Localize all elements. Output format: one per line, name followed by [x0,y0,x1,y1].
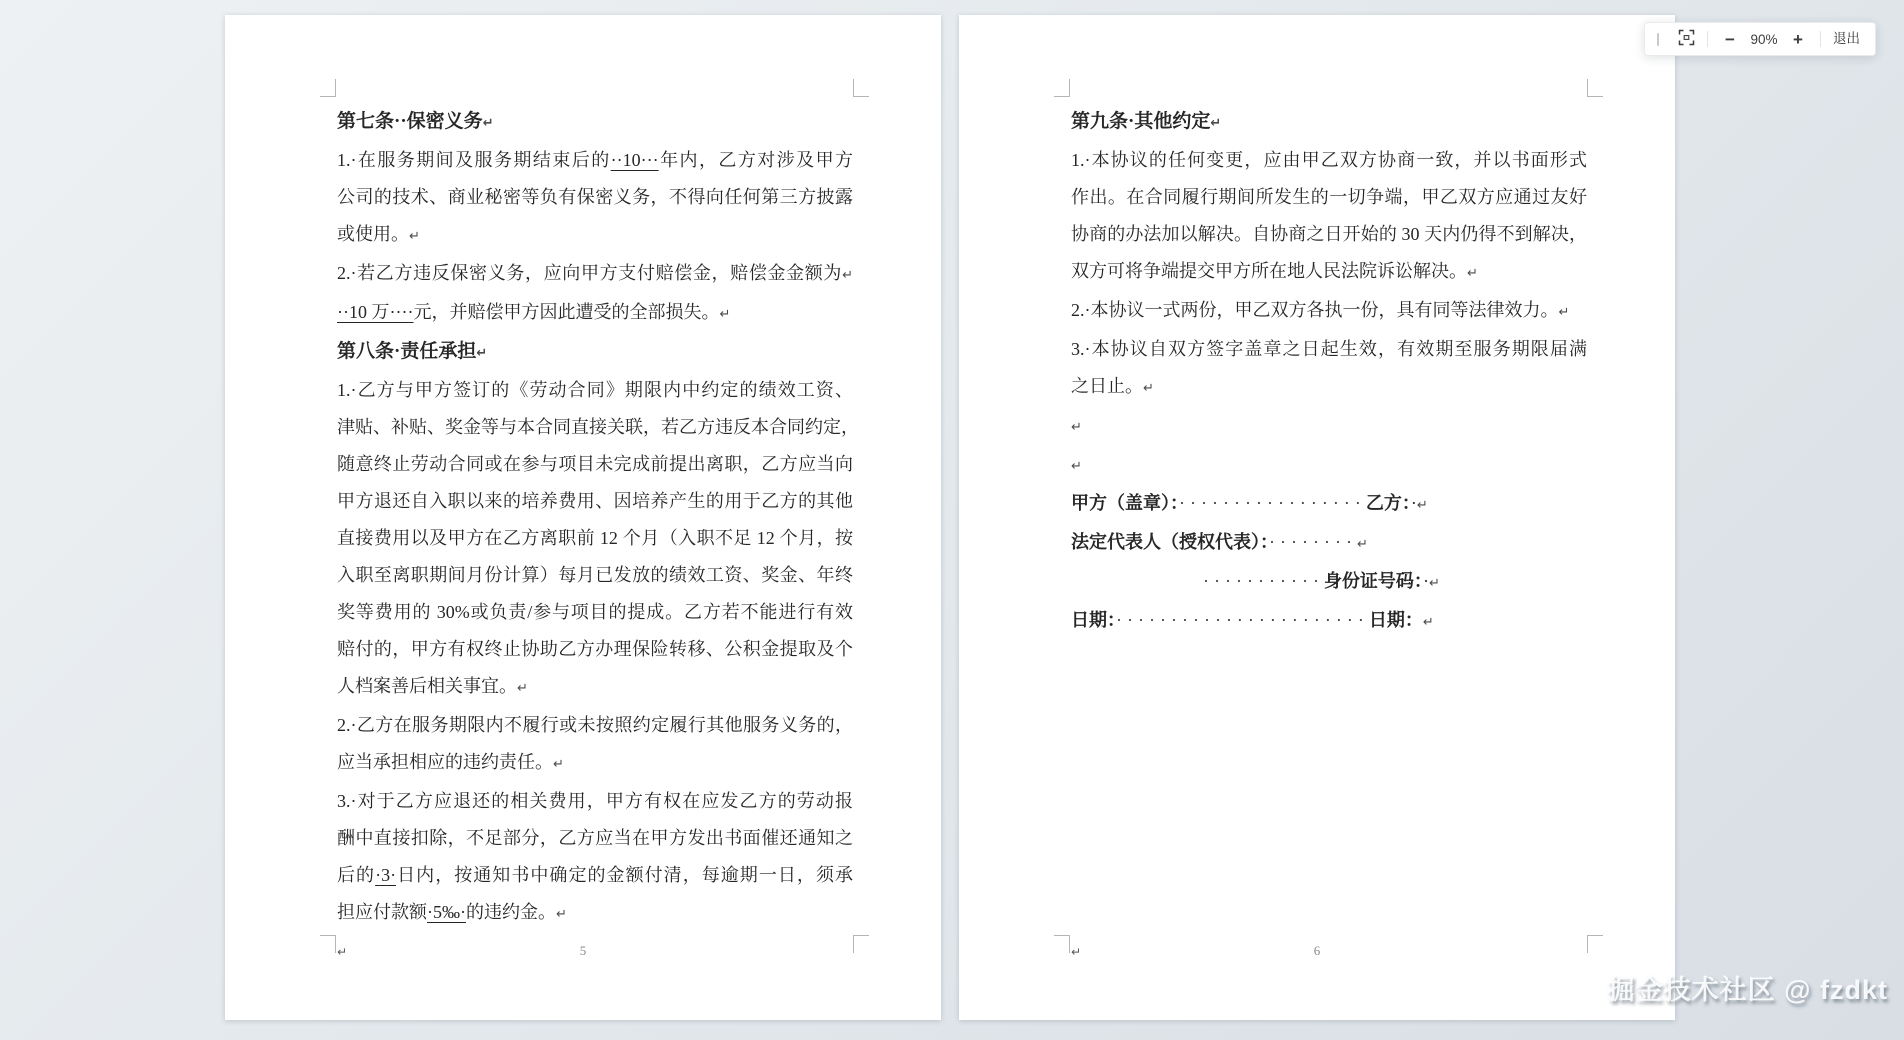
margin-mark-top-left-icon [320,79,336,97]
paragraph-mark: ↵ [482,116,494,131]
doc-line: 公司的技术、商业秘密等负有保密义务，不得向任何第三方披露 [337,187,853,207]
doc-heading-line: 第九条·其他约定↵ [1071,111,1222,132]
doc-line: 甲方退还自入职以来的培养费用、因培养产生的用于乙方的其他 [337,491,853,511]
footer-paragraph-mark: ↵ [1071,945,1082,959]
doc-line: 后的·3·日内，按通知书中确定的金额付清，每逾期一日，须承 [337,865,853,885]
doc-line: 3.·对于乙方应退还的相关费用，甲方有权在应发乙方的劳动报 [337,791,853,811]
page-number: 5 [579,943,587,958]
fit-screen-button[interactable] [1675,28,1697,50]
doc-line: 随意终止劳动合同或在参与项目未完成前提出离职，乙方应当向 [337,454,853,474]
paragraph-mark: ↵ [517,681,528,696]
paragraph-mark: ↵ [553,757,564,772]
doc-line: 作出。在合同履行期间所发生的一切争端，甲乙双方应通过友好 [1071,187,1587,207]
doc-line: 奖等费用的 30%或负责/参与项目的提成。乙方若不能进行有效 [337,602,853,622]
paragraph-mark: ↵ [556,907,567,922]
margin-mark-top-right-icon [1587,79,1603,97]
doc-line: 人档案善后相关事宜。↵ [337,676,528,696]
zoom-in-button[interactable]: + [1786,28,1810,50]
doc-line: 双方可将争端提交甲方所在地人民法院诉讼解决。↵ [1071,261,1478,281]
doc-line [1071,407,1587,446]
doc-line: 津贴、补贴、奖金等与本合同直接关联，若乙方违反本合同约定， [337,417,859,437]
doc-heading-line: 第八条·责任承担↵ [337,341,488,362]
paragraph-mark: ↵ [1071,459,1082,474]
doc-heading-line: 第七条··保密义务↵ [337,111,494,132]
zoom-out-button[interactable]: − [1718,28,1742,50]
footer-paragraph-mark: ↵ [337,945,348,959]
exit-button[interactable]: 退出 [1833,31,1860,47]
doc-line: 直接费用以及甲方在乙方离职前 12 个月（入职不足 12 个月，按 [337,528,853,548]
toolbar-divider [1820,31,1821,47]
page-content [959,15,1675,641]
doc-line: 或使用。↵ [337,224,420,244]
doc-line: 之日止。↵ [1071,376,1154,396]
doc-line: 1.·乙方与甲方签订的《劳动合同》期限内中约定的绩效工资、 [337,380,853,400]
doc-line: 入职至离职期间月份计算）每月已发放的绩效工资、奖金、年终 [337,565,853,585]
paragraph-mark: ↵ [1143,381,1154,396]
doc-line: 2.·若乙方违反保密义务，应向甲方支付赔偿金，赔偿金金额为↵ [337,263,853,283]
reader-toolbar [1644,22,1876,56]
doc-line: 赔付的，甲方有权终止协助乙方办理保险转移、公积金提取及个 [337,639,853,659]
doc-line: 2.·乙方在服务期限内不履行或未按照约定履行其他服务义务的， [337,715,853,735]
paragraph-mark: ↵ [842,268,853,283]
paragraph-mark: ↵ [719,307,731,322]
paragraph-mark: ↵ [1558,305,1570,320]
doc-line: ··10 万····元，并赔偿甲方因此遭受的全部损失。↵ [337,302,731,322]
doc-line: 2.·本协议一式两份，甲乙双方各执一份，具有同等法律效力。↵ [1071,300,1570,320]
paragraph-mark: ↵ [409,229,420,244]
doc-line: 3.·本协议自双方签字盖章之日起生效，有效期至服务期限届满 [1071,339,1587,359]
margin-mark-top-right-icon [853,79,869,97]
doc-line: 酬中直接扣除，不足部分，乙方应当在甲方发出书面催还通知之 [337,828,853,848]
page-content [225,15,941,933]
toolbar-handle[interactable] [1657,33,1659,46]
document-page-right [959,15,1675,1020]
paragraph-mark: ↵ [1416,498,1428,513]
doc-line: 应当承担相应的违约责任。↵ [337,752,564,772]
paragraph-mark: ↵ [1428,576,1440,591]
toolbar-divider [1707,31,1708,47]
doc-line: 担应付款额·5‰·的违约金。↵ [337,902,567,922]
doc-line [1071,446,1587,485]
zoom-level: 90% [1750,31,1778,47]
doc-line: 日期：·······················日期：↵ [1071,610,1434,630]
paragraph-mark: ↵ [1422,615,1434,630]
doc-line: 1.·本协议的任何变更，应由甲乙双方协商一致，并以书面形式 [1071,150,1587,170]
paragraph-mark: ↵ [1071,420,1082,435]
doc-line: 1.·在服务期间及服务期结束后的··10···年内，乙方对涉及甲方 [337,150,854,170]
paragraph-mark: ↵ [1356,537,1368,552]
paragraph-mark: ↵ [1210,116,1222,131]
doc-line: 法定代表人（授权代表）：········↵ [1071,532,1368,552]
doc-line: 甲方（盖章）：·················乙方：·↵ [1071,493,1428,513]
paragraph-mark: ↵ [476,346,488,361]
page-number: 6 [1313,943,1321,958]
margin-mark-top-left-icon [1054,79,1070,97]
fit-screen-icon [1678,29,1695,49]
doc-line: ···········身份证号码：·↵ [1203,571,1440,591]
document-page-left [225,15,941,1020]
watermark: 掘金技术社区 @ fzdkt [1607,975,1888,1005]
doc-line: 协商的办法加以解决。自协商之日开始的 30 天内仍得不到解决， [1071,224,1587,244]
paragraph-mark: ↵ [1467,266,1478,281]
